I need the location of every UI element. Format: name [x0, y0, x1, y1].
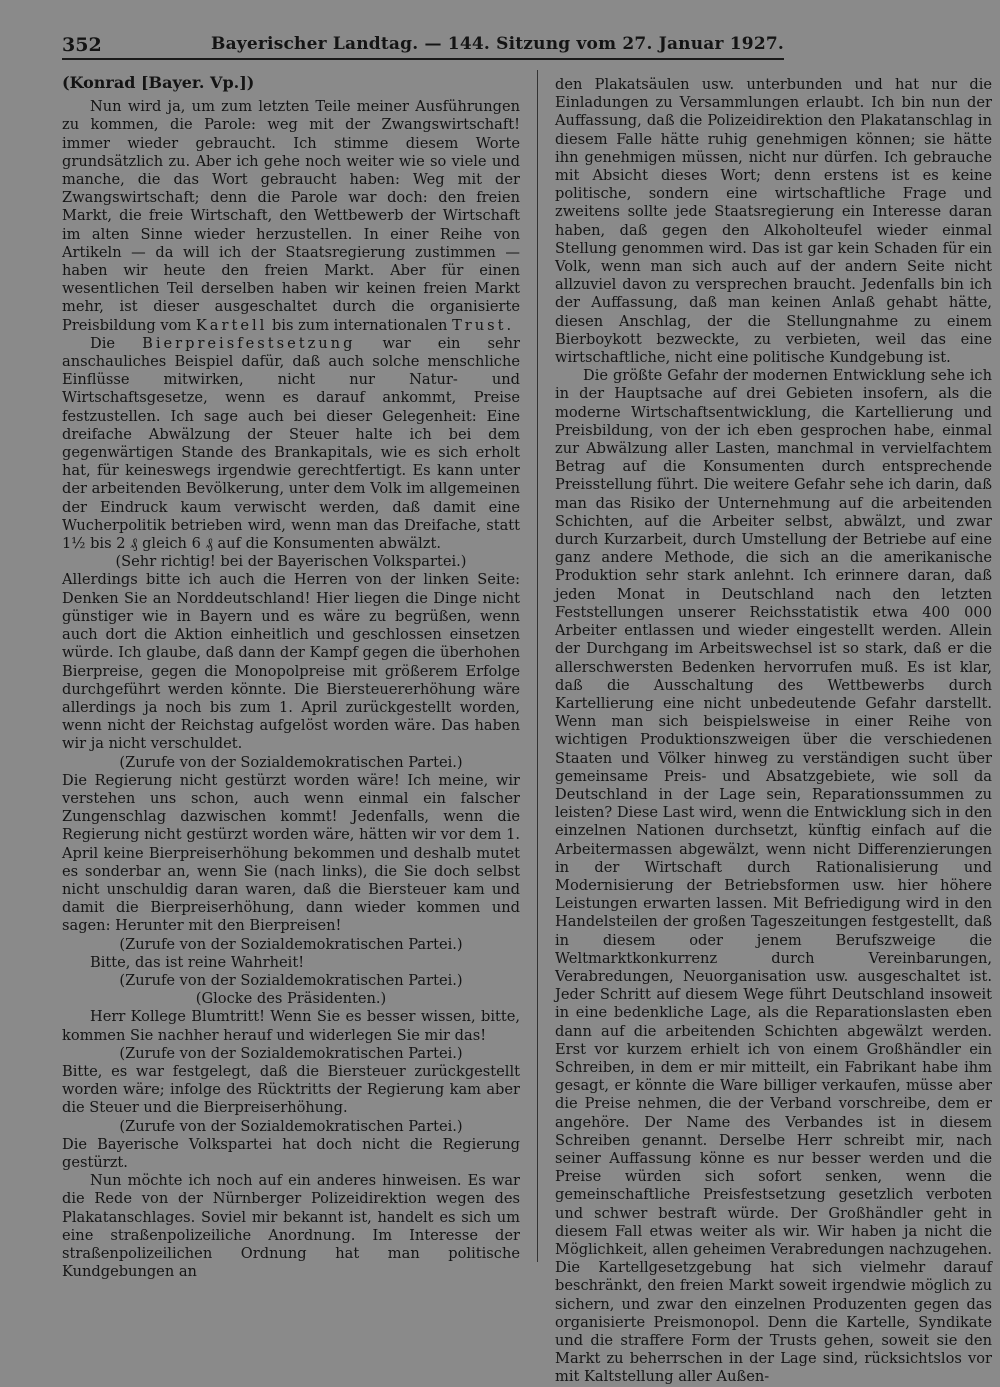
interjection: (Zurufe von der Sozialdemokratischen Partei.)	[119, 1044, 463, 1062]
paragraph-text: bis zum internationalen	[271, 316, 448, 334]
paragraph: Bitte, das ist reine Wahrheit!	[90, 953, 305, 971]
paragraph: Die Regierung nicht gestürzt worden wäre! Ich meine, wir verstehen uns schon, auch wenn einmal ein falscher Zungenschlag dazwischen kommt! Jedenfalls, wenn die Regierung nicht gestürzt worden wäre, hätten wir vor dem 1. April keine Bierpreiserhöhung bekommen und deshalb mutet es sonderbar an, wenn Sie (nach links), die Sie doch selbst nicht unschuldig daran waren, daß die Biersteuer kam und damit die Bierpreiserhöhung, dann wieder kommen und sagen: Herunter mit den Bierpreisen!	[62, 771, 520, 935]
column-divider	[537, 70, 538, 1262]
spaced-word: Bierpreisfestsetzung	[142, 334, 356, 352]
page-header	[62, 32, 784, 60]
paragraph: Die Bayerische Volkspartei hat doch nicht die Regierung gestürzt.	[62, 1135, 520, 1171]
interjection: (Zurufe von der Sozialdemokratischen Partei.)	[119, 935, 463, 953]
spaced-word: Trust.	[452, 316, 515, 334]
speaker-label: (Konrad [Bayer. Vp.])	[62, 73, 255, 92]
paragraph: Herr Kollege Blumtritt! Wenn Sie es besser wissen, bitte, kommen Sie nachher herauf und widerlegen Sie mir das!	[62, 1008, 520, 1044]
spaced-word: Kartell	[195, 316, 268, 334]
interjection: (Zurufe von der Sozialdemokratischen Partei.)	[119, 971, 463, 989]
paragraph: Nun möchte ich noch auf ein anderes hinweisen. Es war die Rede von der Nürnberger Polizeidirektion wegen des Plakatanschlages. Soviel mir bekannt ist, handelt es sich um eine straßenpolizeiliche Anordnung. Im Interesse der straßenpolizeilichen Ordnung hat man politische Kundgebungen an	[62, 1172, 520, 1281]
paragraph-text: war ein sehr anschauliches Beispiel dafür, daß auch solche menschliche Einflüsse mitwirken, nicht nur Natur- und Wirtschaftsgesetze, wenn es darauf ankommt, Preise festzustellen. Ich sage auch bei dieser Gelegenheit: Eine dreifache Abwälzung der Steuer halte ich bei dem gegenwärtigen Stande des Brankapitals, wie es sich erholt hat, für keineswegs irgendwie gerechtfertigt. Es kann unter der arbeitenden Bevölkerung, unter dem Volk im allgemeinen der Eindruck kaum verwischt werden, daß damit eine Wucherpolitik betrieben wird, wenn man das Dreifache, statt 1½ bis 2 ₰ gleich 6 ₰ auf die Konsumenten abwälzt.	[62, 334, 521, 553]
paragraph	[62, 98, 520, 335]
paragraph-text: Nun wird ja, um zum letzten Teile meiner Ausführungen zu kommen, die Parole: weg mit der Zwangswirtschaft! immer wieder gebraucht. Ich stimme diesem Worte grundsätzlich zu. Aber ich gehe noch weiter wie so viele und manche, die das Wort gebraucht haben: Weg mit der Zwangswirtschaft; denn die Parole war doch: den freien Markt, die freie Wirtschaft, den Wettbewerb der Wirtschaft im alten Sinne wieder herzustellen. In einer Reihe von Artikeln — da will ich der Staatsregierung zustimmen — haben wir heute den freien Markt. Aber für einen wesentlichen Teil derselben haben wir keinen freien Markt mehr, ist dieser ausgeschaltet durch die organisierte Preisbildung vom	[62, 98, 520, 334]
running-head: Bayerischer Landtag. — 144. Sitzung vom 27. Januar 1927.	[211, 34, 784, 54]
paragraph: Die größte Gefahr der modernen Entwicklung sehe ich in der Hauptsache auf drei Gebieten insofern, als die moderne Wirtschaftsentwicklung, die Kartellierung und Preisbildung, von der ich eben gesprochen habe, einmal zur Abwälzung aller Lasten, manchmal in vervielfachtem Betrag auf die Konsumenten durch entsprechende Preisstellung führt. Die weitere Gefahr sehe ich darin, daß man das Risiko der Unternehmung auf die arbeitenden Schichten, auf die Arbeiter selbst, abwälzt, und zwar durch Kurzarbeit, durch Umstellung der Betriebe auf eine ganz andere Methode, die sich an die amerikanische Produktion sehr stark anlehnt. Ich erinnere daran, daß jeden Monat in Deutschland nach den letzten Feststellungen unserer Reichsstatistik etwa 400 000 Arbeiter entlassen und wieder eingestellt werden. Allein der Durchgang im Arbeitswechsel ist so stark, daß er die allerschwersten Bedenken hervorrufen muß. Es ist klar, daß die Ausschaltung des Wettbewerbs durch Kartellierung eine nicht unbedeutende Gefahr darstellt. Wenn man sich beispielsweise in einer Reihe von wichtigen Produktionszweigen über die verschiedenen Staaten und Völker hinweg zu verständigen sucht über gemeinsame Preis- und Absatzgebiete, wie soll da Deutschland in der Lage sein, Reparationssummen zu leisten? Diese Last wird, wenn die Entwicklung sich in den einzelnen Nationen durchsetzt, künftig einfach auf die Arbeitermassen abgewälzt, wenn nicht Differenzierungen in der Wirtschaft durch Rationalisierung und Modernisierung der Betriebsformen usw. hier höhere Leistungen erwarten lassen. Mit Befriedigung wird in den Handelsteilen der großen Tageszeitungen festgestellt, daß in diesem oder jenem Berufszweige die Weltmarktkonkurrenz durch Vereinbarungen, Verabredungen, Neuorganisation usw. ausgeschaltet ist. Jeder Schritt auf diesem Wege führt Deutschland insoweit in eine bedenkliche Lage, als die Reparationslasten eben dann auf die arbeitenden Schichten abgewälzt werden. Erst vor kurzem erhielt ich von einem Großhändler ein Schreiben, in dem er mir mitteilt, ein Fabrikant habe ihm gesagt, er könnte die Ware billiger verkaufen, müsse aber die Preise nehmen, die der Verband vorschreibe, dem er angehöre. Der Name des Verbandes ist in diesem Schreiben genannt. Derselbe Herr schreibt mir, nach seiner Auffassung könne es nur besser werden und die Preise würden sich sofort senken, wenn die gemeinschaftliche Preisfestsetzung gesetzlich verboten und schwer bestraft würde. Der Großhändler geht in diesem Fall etwas weiter als wir. Wir haben ja nicht die Möglichkeit, allen geheimen Verabredungen nachzugehen. Die Kartellgesetzgebung hat sich vielmehr darauf beschränkt, den freien Markt soweit irgendwie möglich zu sichern, und zwar den einzelnen Produzenten gegen das organisierte Preismonopol. Denn die Kartelle, Syndikate und die straffere Form der Trusts gehen, soweit sie den Markt zu beherrschen in der Lage sind, rücksichtslos vor mit Kaltstellung aller Außen-	[555, 367, 992, 1386]
interjection: (Glocke des Präsidenten.)	[195, 990, 387, 1008]
paragraph: Bitte, es war festgelegt, daß die Biersteuer zurückgestellt worden wäre; infolge des Rücktritts der Regierung kam aber die Steuer und die Bierpreiserhöhung.	[62, 1062, 520, 1117]
paragraph: den Plakatsäulen usw. unterbunden und hat nur die Einladungen zu Versammlungen erlaubt. Ich bin nun der Auffassung, daß die Polizeidirektion den Plakatanschlag in diesem Falle hätte ruhig genehmigen können; sie hätte ihn genehmigen müssen, nicht nur dürfen. Ich gebrauche mit Absicht dieses Wort; denn erstens ist es keine politische, sondern eine wirtschaftliche Frage und zweitens sollte jede Staatsregierung ein Interesse daran haben, daß gegen den Alkoholteufel wieder einmal Stellung genommen wird. Das ist gar kein Schaden für ein Volk, wenn man sich auch auf der andern Seite nicht allzuviel davon zu versprechen braucht. Jedenfalls bin ich der Auffassung, daß man keinen Anlaß gehabt hätte, diesen Anschlag, der die Stellungnahme zu einem Bierboykott bezweckte, zu verbieten, weil das eine wirtschaftliche, nicht eine politische Kundgebung ist.	[555, 76, 992, 367]
left-column	[62, 74, 520, 1299]
paragraph: Allerdings bitte ich auch die Herren von der linken Seite: Denken Sie an Norddeutschland! Hier liegen die Dinge nicht günstiger wie in Bayern und es wäre zu begrüßen, wenn auch dort die Aktion einheitlich und geschlossen einsetzen würde. Ich glaube, daß dann der Kampf gegen die überhohen Bierpreise, gegen die Monopolpreise mit größerem Erfolge durchgeführt werden könnte. Die Biersteuererhöhung wäre allerdings ja noch bis zum 1. April zurückgestellt worden, wenn nicht der Reichstag aufgelöst worden wäre. Das haben wir ja nicht verschuldet.	[62, 571, 520, 753]
interjection: (Sehr richtig! bei der Bayerischen Volkspartei.)	[115, 553, 467, 571]
paragraph-text: Die	[90, 334, 116, 352]
right-column	[555, 76, 992, 1386]
paragraph	[62, 335, 520, 553]
interjection: (Zurufe von der Sozialdemokratischen Partei.)	[119, 1117, 463, 1135]
page-number: 352	[62, 34, 102, 56]
interjection: (Zurufe von der Sozialdemokratischen Partei.)	[119, 753, 463, 771]
